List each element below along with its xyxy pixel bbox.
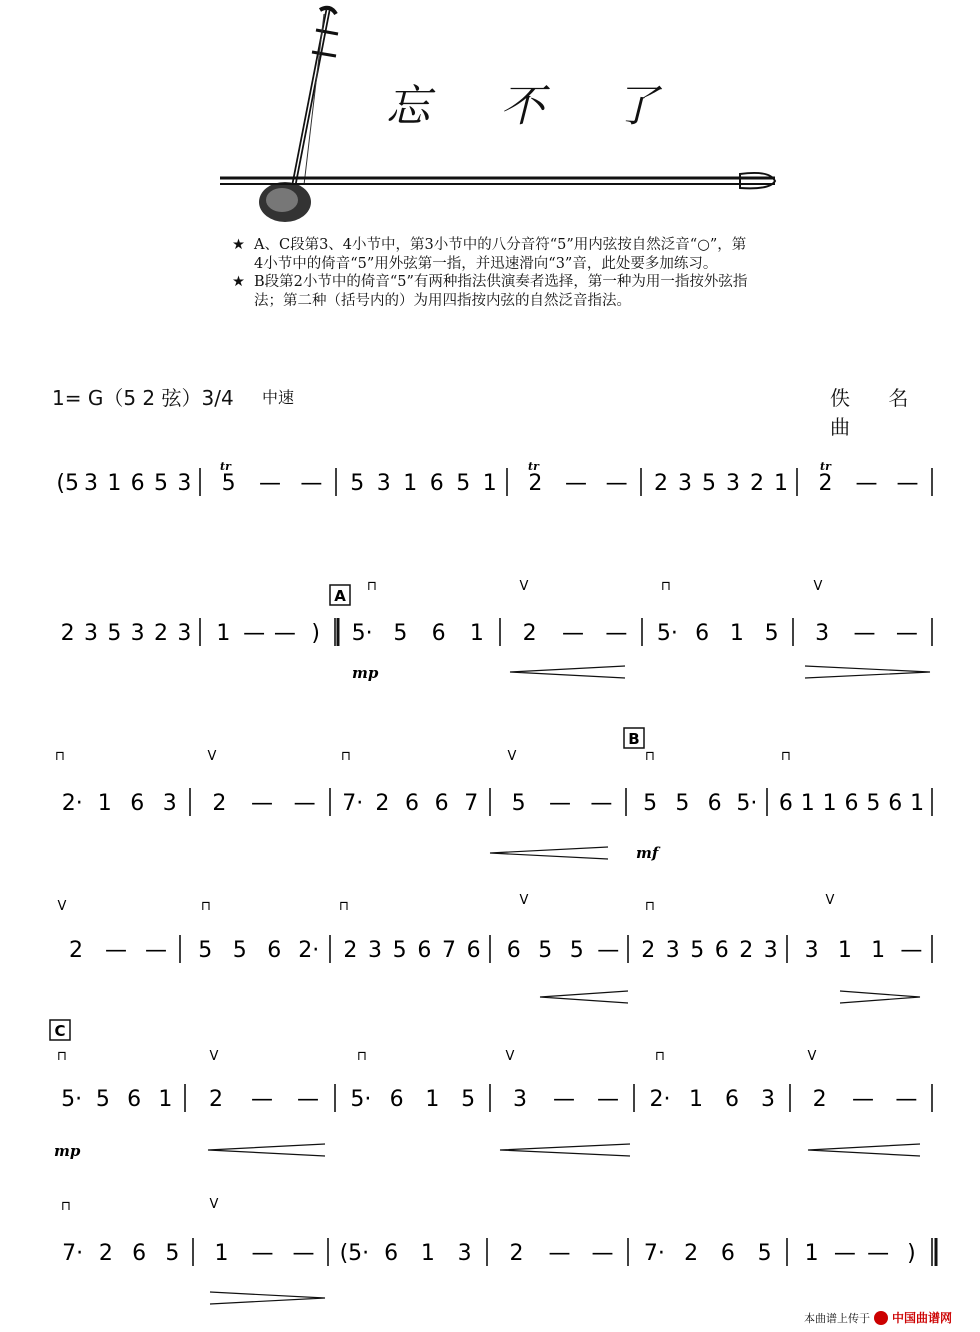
score-note: — <box>605 471 628 496</box>
score-note: — <box>896 471 919 496</box>
score-note: 5 <box>538 938 553 963</box>
score-note: — <box>605 621 628 646</box>
score-note: — <box>562 621 584 646</box>
score-note: 5 <box>165 1241 180 1266</box>
score-note: — <box>853 621 876 646</box>
score-note: — <box>833 1241 856 1266</box>
score-note: — <box>259 471 281 496</box>
score-note: 5· <box>61 1087 83 1112</box>
score-note: 5 <box>569 938 584 963</box>
score-note: 2· <box>649 1087 671 1112</box>
trill-mark: tr <box>220 460 231 473</box>
score-note: 5 <box>350 471 365 496</box>
score-note: — <box>273 621 296 646</box>
score-note: 7 <box>442 938 456 963</box>
score-note: 2 <box>375 791 390 816</box>
score-note: 6 <box>384 1241 399 1266</box>
score-note: 5· <box>350 1087 372 1112</box>
score-note: 6 <box>695 621 710 646</box>
score-note: 3 <box>84 621 98 646</box>
score-note: — <box>243 621 266 646</box>
score-note: — <box>293 791 316 816</box>
score-note: 2 <box>509 1241 524 1266</box>
score-note: 1 <box>822 791 837 816</box>
score-note: — <box>597 938 620 963</box>
score-note: (5 <box>56 471 79 496</box>
score-note: 5 <box>764 621 779 646</box>
up-bow-mark: V <box>807 1049 817 1064</box>
footer-credit <box>804 1309 952 1326</box>
dynamic-marking: mp <box>352 664 379 682</box>
site-name: 中国曲谱网 <box>891 1311 952 1325</box>
score-note: — <box>900 938 923 963</box>
score-note: 7· <box>643 1241 665 1266</box>
section-label: C <box>54 1022 66 1040</box>
score-note: 5· <box>351 621 373 646</box>
score-note: 1 <box>729 621 744 646</box>
score-note: — <box>591 1241 614 1266</box>
score-note: 5 <box>702 471 716 496</box>
score-note: 7· <box>342 791 364 816</box>
score-note: 1 <box>774 471 788 496</box>
down-bow-mark: ⊓ <box>644 899 656 914</box>
dynamic-marking: mp <box>54 1142 81 1160</box>
hairpin <box>208 1144 325 1156</box>
score-note: 5 <box>757 1241 772 1266</box>
score-note: ) <box>907 1241 916 1266</box>
star-icon: ★ <box>232 237 245 253</box>
down-bow-mark: ⊓ <box>340 749 352 764</box>
score-note: 2 <box>750 471 764 496</box>
score-note: 6 <box>714 938 729 963</box>
score-note: — <box>565 471 587 496</box>
score-note: 2 <box>739 938 754 963</box>
score-note: 3 <box>162 791 177 816</box>
score-note: (5· <box>339 1241 370 1266</box>
score-note: 2 <box>654 471 668 496</box>
down-bow-mark: ⊓ <box>338 899 350 914</box>
score-note: — <box>852 1087 874 1112</box>
score-note: — <box>597 1087 619 1112</box>
score-note: 2 <box>812 1087 827 1112</box>
score-note: 3 <box>804 938 819 963</box>
dynamic-marking: mf <box>636 844 659 862</box>
score-note: 5 <box>154 471 168 496</box>
score-note: — <box>105 938 127 963</box>
score-note: 5 <box>866 791 881 816</box>
score-note: 5 <box>456 471 471 496</box>
note-item <box>232 273 752 310</box>
score-note: 6 <box>466 938 481 963</box>
up-bow-mark: V <box>207 749 217 764</box>
footer-text: 本曲谱上传于 <box>803 1311 870 1325</box>
score-note: 3 <box>726 471 740 496</box>
score-note: 1 <box>800 791 815 816</box>
score-note: 6 <box>431 621 446 646</box>
score-note: 5 <box>232 938 247 963</box>
note-text: A、C段第3、4小节中，第3小节中的八分音符“5”用内弦按自然泛音“○”，第4小节中的倚音“5”用外弦第一指，并迅速滑向“3”音，此处要多加练习。 <box>254 237 747 272</box>
score-note: 2 <box>818 471 833 496</box>
score-note: 3 <box>761 1087 775 1112</box>
trill-mark: tr <box>528 460 539 473</box>
score-note: 3 <box>513 1087 527 1112</box>
composer: 佚 名 曲 <box>830 386 925 439</box>
score-note: 2 <box>209 1087 223 1112</box>
section-box <box>330 585 350 605</box>
trill-mark: tr <box>820 460 831 473</box>
score-note: 6 <box>429 471 444 496</box>
score-note: 5 <box>690 938 705 963</box>
score-note: 3 <box>763 938 778 963</box>
score-note: — <box>297 1087 319 1112</box>
score-note: — <box>251 1087 273 1112</box>
up-bow-mark: V <box>209 1197 219 1212</box>
score-note: 5 <box>221 471 236 496</box>
score-note: — <box>895 621 918 646</box>
score-note: — <box>300 471 323 496</box>
score-note: 1 <box>107 471 122 496</box>
score-note: 1 <box>910 791 925 816</box>
hairpin <box>510 666 625 678</box>
up-bow-mark: V <box>519 579 529 594</box>
score-note: 2 <box>641 938 656 963</box>
score-note: 2 <box>98 1241 113 1266</box>
score-note: 6 <box>130 471 145 496</box>
site-logo-icon <box>874 1311 888 1325</box>
score-note: 5 <box>461 1087 476 1112</box>
up-bow-mark: V <box>825 893 835 908</box>
score-note: 3 <box>130 621 145 646</box>
header <box>0 0 980 360</box>
score-note: 5 <box>95 1087 110 1112</box>
score-note: 5 <box>107 621 122 646</box>
score-note: — <box>292 1241 315 1266</box>
tempo-marking: 中速 <box>262 388 295 407</box>
score-note: 1 <box>216 621 231 646</box>
score-note: 6 <box>844 791 859 816</box>
down-bow-mark: ⊓ <box>200 899 212 914</box>
score-note: — <box>549 791 571 816</box>
score-note: 1 <box>403 471 418 496</box>
score-note: — <box>867 1241 890 1266</box>
hairpin <box>210 1292 325 1304</box>
up-bow-mark: V <box>505 1049 515 1064</box>
score-note: 3 <box>665 938 680 963</box>
score-note: 3 <box>678 471 692 496</box>
score-note: 5 <box>643 791 658 816</box>
score-note: — <box>855 471 878 496</box>
score-note: 5 <box>392 938 407 963</box>
score-note: 7· <box>62 1241 84 1266</box>
score-note: 6 <box>707 791 722 816</box>
score-note: 3 <box>368 938 382 963</box>
score-note: 3 <box>815 621 830 646</box>
score-note: 2 <box>528 471 543 496</box>
score-note: 6 <box>725 1087 739 1112</box>
score-note: 3 <box>84 471 98 496</box>
score-note: 6 <box>267 938 282 963</box>
score-note: 1 <box>469 621 484 646</box>
score-note: 1 <box>837 938 852 963</box>
score-note: 6 <box>434 791 449 816</box>
score-note: 5· <box>736 791 758 816</box>
hairpin <box>808 1144 920 1156</box>
up-bow-mark: V <box>519 893 529 908</box>
score-note: 3 <box>177 471 192 496</box>
note-item <box>232 236 752 273</box>
score-note: 6 <box>132 1241 147 1266</box>
score-note: — <box>251 791 273 816</box>
score-note: 2 <box>343 938 358 963</box>
section-label: B <box>628 730 640 748</box>
score-note: 6 <box>130 791 145 816</box>
score-note: — <box>553 1087 575 1112</box>
score-note: 6 <box>405 791 419 816</box>
score-note: 3 <box>457 1241 472 1266</box>
performance-notes <box>232 236 752 310</box>
score-note: 6 <box>389 1087 404 1112</box>
down-bow-mark: ⊓ <box>56 1049 68 1064</box>
score-note: — <box>590 791 613 816</box>
down-bow-mark: ⊓ <box>654 1049 666 1064</box>
section-box <box>624 728 644 748</box>
score-note: 5 <box>198 938 213 963</box>
score-note: 6 <box>888 791 903 816</box>
section-label: A <box>334 587 346 605</box>
score-note: 2 <box>522 621 537 646</box>
score-note: 3 <box>376 471 391 496</box>
score-note: — <box>895 1087 918 1112</box>
score-note: 7 <box>464 791 479 816</box>
hairpin <box>490 847 608 859</box>
key-signature: 1= G（5 2 弦）3/4 <box>52 386 234 410</box>
down-bow-mark: ⊓ <box>780 749 792 764</box>
score-note: — <box>145 938 167 963</box>
score-note: 6 <box>778 791 793 816</box>
score-note: 2 <box>60 621 75 646</box>
score-note: 5 <box>675 791 690 816</box>
score-note: 3 <box>177 621 192 646</box>
score-note: 2 <box>154 621 168 646</box>
score-note: 1 <box>804 1241 819 1266</box>
down-bow-mark: ⊓ <box>356 1049 368 1064</box>
star-icon: ★ <box>232 274 245 290</box>
score-note: 6 <box>720 1241 735 1266</box>
up-bow-mark: V <box>209 1049 219 1064</box>
score-note: 6 <box>127 1087 142 1112</box>
down-bow-mark: ⊓ <box>660 579 672 594</box>
up-bow-mark: V <box>813 579 823 594</box>
score-note: 1 <box>871 938 886 963</box>
down-bow-mark: ⊓ <box>644 749 656 764</box>
score-note: 2· <box>298 938 320 963</box>
score-note: 1 <box>425 1087 440 1112</box>
score-note: — <box>548 1241 571 1266</box>
score-note: 1 <box>214 1241 229 1266</box>
score-note: 1 <box>420 1241 435 1266</box>
note-text: B段第2小节中的倚音“5”有两种指法供演奏者选择，第一种为用一指按外弦指法；第二种（括号内的）为用四指按内弦的自然泛音指法。 <box>254 274 748 309</box>
down-bow-mark: ⊓ <box>60 1199 72 1214</box>
score-note: 1 <box>689 1087 703 1112</box>
score-note: 2· <box>61 791 83 816</box>
score-note: 5· <box>656 621 678 646</box>
score-note: 2 <box>69 938 83 963</box>
score-note: 5 <box>511 791 526 816</box>
score-note: ) <box>311 621 320 646</box>
score-note: 5 <box>393 621 408 646</box>
score-note: 2 <box>212 791 227 816</box>
score-note: 1 <box>97 791 112 816</box>
score-note: 6 <box>506 938 521 963</box>
page-title: 忘 不 了 <box>386 81 686 132</box>
up-bow-mark: V <box>507 749 517 764</box>
section-box <box>50 1020 70 1040</box>
score-note: 1 <box>482 471 497 496</box>
hairpin <box>500 1144 630 1156</box>
up-bow-mark: V <box>57 899 67 914</box>
hairpin <box>540 991 628 1003</box>
score-note: — <box>251 1241 274 1266</box>
hairpin <box>805 666 930 678</box>
score-note: 2 <box>684 1241 699 1266</box>
score-meta <box>0 378 980 439</box>
down-bow-mark: ⊓ <box>54 749 66 764</box>
score-note: 1 <box>158 1087 173 1112</box>
score-note: 6 <box>417 938 432 963</box>
hairpin <box>840 991 920 1003</box>
down-bow-mark: ⊓ <box>366 579 378 594</box>
